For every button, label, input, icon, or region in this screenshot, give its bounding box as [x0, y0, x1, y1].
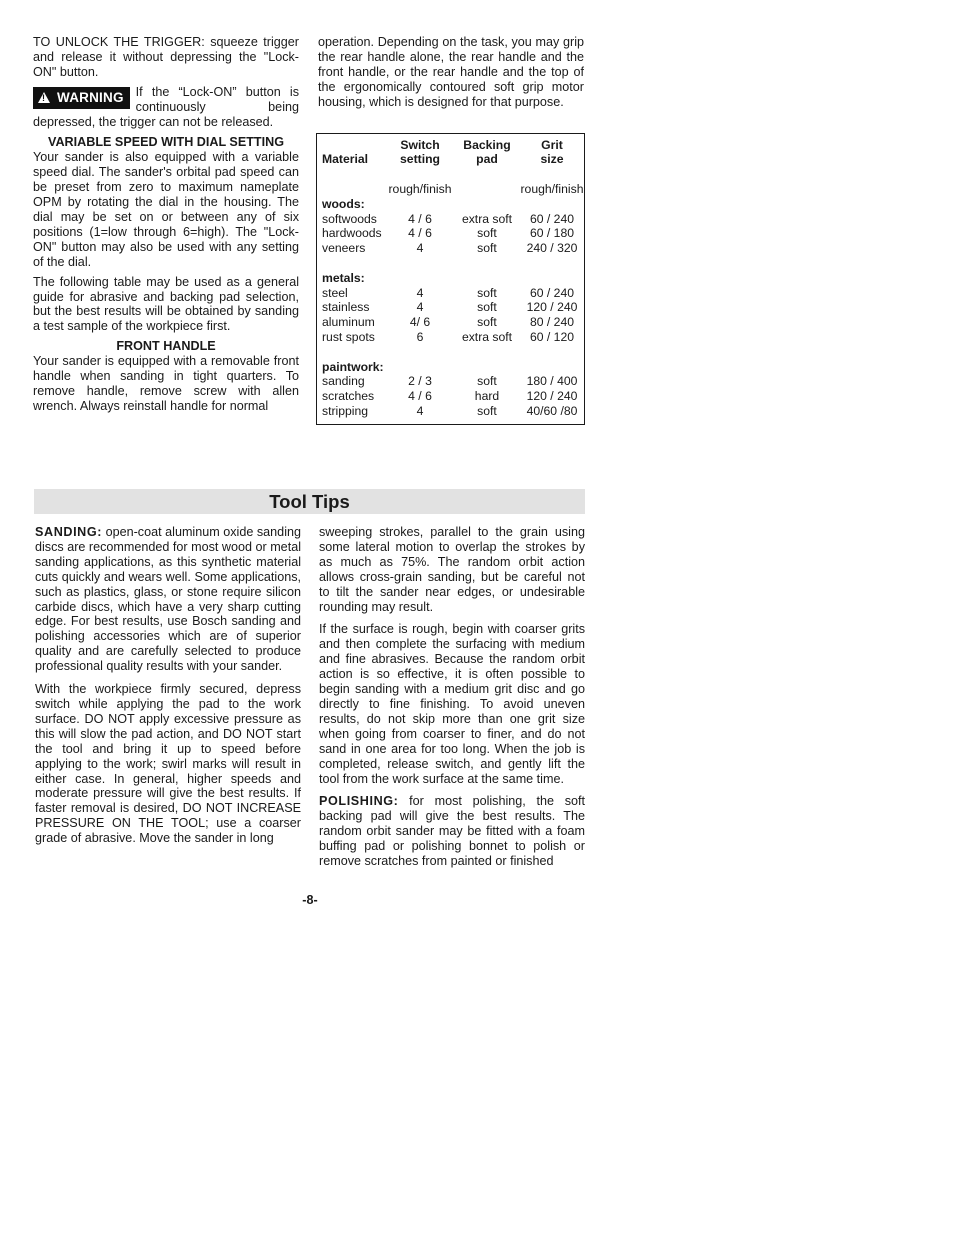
cell-pad: soft	[477, 300, 497, 314]
cell-pad: soft	[477, 315, 497, 329]
group-name: paintwork:	[322, 360, 384, 374]
warning-text: If the “Lock-ON” button is continuously being depressed, the trigger can not be released.	[33, 84, 299, 129]
group-label-woods	[317, 197, 584, 212]
cell-material: rust spots	[322, 330, 375, 344]
table-header-row-1	[317, 138, 584, 153]
cell-pad: extra soft	[461, 330, 513, 344]
sweeping-paragraph: sweeping strokes, parallel to the grain using some lateral motion to overlap the strokes by as much as 75%. The random orbit action allows cross-grain sanding, but be careful not to tilt the sander near edges, or undesirable rounding may result.	[319, 525, 585, 614]
top-left-column	[33, 35, 299, 414]
header-grit: Grit	[541, 138, 563, 152]
cell-switch: 2 / 3	[408, 374, 432, 388]
cell-material: steel	[322, 286, 348, 300]
header-switch: Switch	[400, 138, 440, 152]
front-handle-paragraph: Your sander is equipped with a removable front handle when sanding in tight quarters. To remove handle, remove screw with allen wrench. Always reinstall handle for normal	[33, 354, 299, 413]
cell-material: softwoods	[322, 212, 377, 226]
cell-pad: hard	[474, 389, 500, 403]
cell-switch: 4/ 6	[409, 315, 431, 329]
table-row	[317, 389, 584, 404]
tool-tips-heading: Tool Tips	[34, 489, 585, 514]
group-name: metals:	[322, 271, 365, 285]
cell-grit: 180 / 400	[526, 374, 578, 388]
cell-switch: 4 / 6	[408, 389, 432, 403]
warning-triangle-icon	[38, 92, 50, 103]
header-backing: Backing	[463, 138, 511, 152]
abrasive-selection-table	[316, 133, 585, 425]
table-row	[317, 212, 584, 227]
cell-switch: 6	[416, 330, 424, 344]
cell-grit: 120 / 240	[526, 389, 578, 403]
cell-material: stripping	[322, 404, 369, 418]
table-intro-paragraph: The following table may be used as a general guide for abrasive and backing pad selection, but the best results will be obtained by sanding a test sample of the workpiece first.	[33, 274, 299, 334]
table-row	[317, 300, 584, 315]
cell-grit: 60 / 240	[529, 212, 575, 226]
unlock-trigger-paragraph: TO UNLOCK THE TRIGGER: squeeze trigger and release it without depressing the "Lock-ON" button.	[33, 35, 299, 79]
header-pad: pad	[476, 152, 498, 166]
bottom-left-column	[35, 525, 301, 846]
group-label-metals	[317, 271, 584, 286]
table-row	[317, 226, 584, 241]
page-number: -8-	[302, 893, 318, 907]
group-label-paintwork	[317, 360, 584, 375]
subheader-grit: rough/finish	[520, 182, 584, 196]
cell-material: stainless	[322, 300, 370, 314]
warning-label: WARNING	[57, 89, 124, 105]
cell-switch: 4 / 6	[408, 212, 432, 226]
cell-grit: 60 / 240	[529, 286, 575, 300]
front-handle-heading: FRONT HANDLE	[116, 339, 216, 354]
sanding-paragraph	[35, 525, 301, 674]
cell-grit: 240 / 320	[526, 241, 578, 255]
cell-switch: 4	[416, 300, 424, 314]
cell-material: hardwoods	[322, 226, 382, 240]
table-row	[317, 374, 584, 389]
cell-switch: 4	[416, 404, 424, 418]
cell-pad: soft	[477, 226, 497, 240]
header-size: size	[540, 152, 564, 166]
cell-pad: soft	[477, 241, 497, 255]
table-row	[317, 330, 584, 345]
cell-grit: 80 / 240	[529, 315, 575, 329]
cell-switch: 4 / 6	[408, 226, 432, 240]
cell-switch: 4	[416, 286, 424, 300]
bottom-right-column	[319, 525, 585, 869]
polishing-lead: POLISHING:	[319, 794, 399, 809]
table-header-row-2	[317, 152, 584, 167]
top-right-column	[318, 35, 584, 110]
cell-pad: soft	[477, 286, 497, 300]
table-subheader-row	[317, 182, 584, 197]
variable-speed-paragraph: Your sander is also equipped with a variable speed dial. The sander's orbital pad speed can be preset from zero to maximum nameplate OPM by rotating the dial in the housing. The dial may be set on or between any of six positions (1=low through 6=high). The "Lock-ON" button may also be used with any setting of the dial.	[33, 150, 299, 269]
warning-badge	[33, 87, 130, 109]
cell-material: aluminum	[322, 315, 375, 329]
header-setting: setting	[400, 152, 440, 166]
cell-material: scratches	[322, 389, 375, 403]
cell-pad: extra soft	[461, 212, 513, 226]
table-row	[317, 286, 584, 301]
variable-speed-heading: VARIABLE SPEED WITH DIAL SETTING	[47, 135, 285, 150]
subheader-switch: rough/finish	[388, 182, 452, 196]
polishing-paragraph	[319, 794, 585, 869]
sanding-lead: SANDING:	[35, 525, 103, 539]
workpiece-paragraph: With the workpiece firmly secured, depress switch while applying the pad to the work surface. DO NOT apply excessive pressure as this will slow the pad action, and DO NOT start the tool and bring it up to speed before applying to the work; swirl marks will result in either case. In general, higher speeds and moderate pressure will give the best results. If faster removal is desired, DO NOT INCREASE PRESSURE ON THE TOOL; use a coarser grade of abrasive. Move the sander in long	[35, 682, 301, 846]
table-row	[317, 404, 584, 419]
handle-continuation-paragraph: operation. Depending on the task, you may grip the rear handle alone, the rear handle and the front handle, or the rear handle and the top of the ergonomically contoured soft grip motor housing, which is designed for that purpose.	[318, 35, 584, 109]
cell-grit: 120 / 240	[526, 300, 578, 314]
polishing-text: for most polishing, the soft backing pad will give the best results. The random orbit sander may be fitted with a foam buffing pad or polishing bonnet to polish or remove scratches from painted or finished	[319, 794, 585, 869]
cell-grit: 60 / 120	[529, 330, 575, 344]
warning-block	[33, 85, 299, 130]
table-row	[317, 241, 584, 256]
cell-material: veneers	[322, 241, 366, 255]
header-material: Material	[322, 152, 369, 166]
cell-switch: 4	[416, 241, 424, 255]
table-row	[317, 315, 584, 330]
cell-grit: 40/60 /80	[526, 404, 578, 418]
rough-surface-paragraph: If the surface is rough, begin with coarser grits and then complete the surfacing with medium and fine abrasives. Because the random orbit action is so effective, it is often possible to begin sanding with a medium grit disc and go directly to fine finishing. To avoid uneven results, do not skip more than one grit size when going from coarser to finer, and do not sand in one area for too long. When the job is completed, release switch, and gently lift the tool from the work surface at the same time.	[319, 622, 585, 786]
cell-pad: soft	[477, 404, 497, 418]
group-name: woods:	[322, 197, 365, 211]
sanding-text: open-coat aluminum oxide sanding discs are recommended for most wood or metal sanding applications, as this synthetic material cuts quickly and wears well. Some applications, such as plastics, glass, or stone require silicon carbide discs, which have a very sharp cutting edge. For best results, use Bosch sanding and polishing accessories which are of superior quality and are carefully selected to produce professional quality results with your sander.	[35, 525, 301, 674]
cell-grit: 60 / 180	[529, 226, 575, 240]
cell-material: sanding	[322, 374, 365, 388]
cell-pad: soft	[477, 374, 497, 388]
